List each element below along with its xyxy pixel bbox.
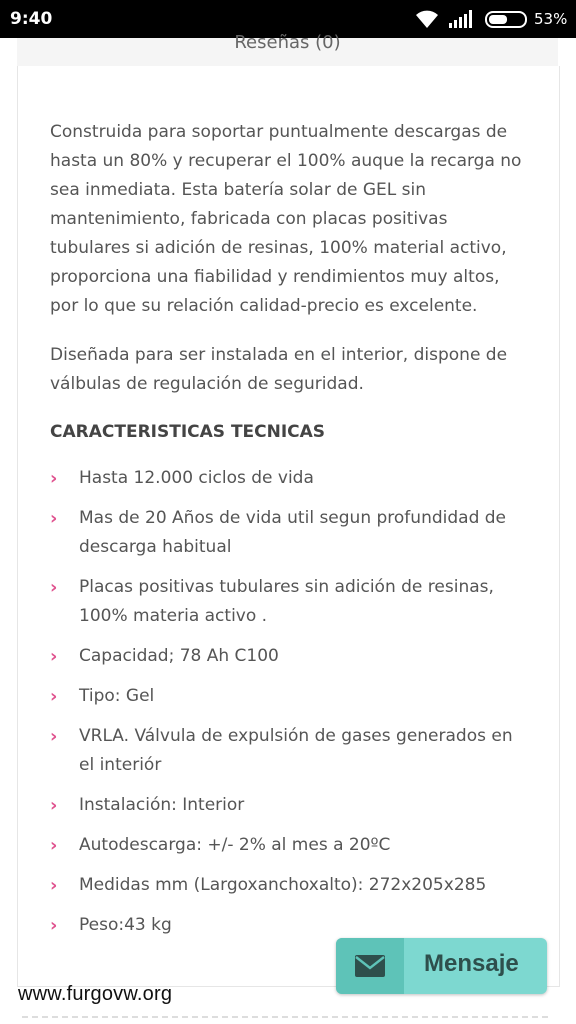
spec-item: [50, 911, 530, 940]
chevron-right-icon: ›: [50, 468, 58, 489]
message-button-icon-box[interactable]: [336, 938, 404, 994]
description-paragraph: Diseñada para ser instalada en el interior, dispone de válbulas de regulación de seguridad.: [50, 345, 508, 394]
spec-text: Capacidad; 78 Ah C100: [79, 646, 279, 666]
spec-text: Autodescarga: +/- 2% al mes a 20ºC: [79, 835, 391, 855]
spec-item: [50, 642, 530, 671]
spec-text: VRLA. Válvula de expulsión de gases generados en el interiór: [79, 726, 513, 775]
tab-reviews[interactable]: Reseñas (0): [234, 32, 341, 53]
description-paragraph: Construida para soportar puntualmente descargas de hasta un 80% y recuperar el 100% auque la recarga no sea inmediata. Esta batería solar de GEL sin mantenimiento, fabricada con placas positivas tubulares si adición de resinas, 100% material activo, proporciona una fiabilidad y rendimientos muy altos, por lo que su relación calidad-precio es excelente.: [50, 122, 522, 316]
spec-item: [50, 464, 530, 493]
chevron-right-icon: ›: [50, 686, 58, 707]
bottom-divider: [22, 1016, 552, 1018]
mail-icon: [354, 954, 386, 978]
specs-heading: CARACTERISTICAS TECNICAS: [50, 422, 326, 442]
wifi-icon: [415, 9, 439, 29]
spec-item: [50, 504, 530, 562]
spec-text: Tipo: Gel: [79, 686, 155, 706]
product-description: [50, 118, 530, 951]
chevron-right-icon: ›: [50, 875, 58, 896]
chevron-right-icon: ›: [50, 646, 58, 667]
chevron-right-icon: ›: [50, 795, 58, 816]
message-button[interactable]: [336, 938, 547, 994]
chevron-right-icon: ›: [50, 508, 58, 529]
chevron-right-icon: ›: [50, 835, 58, 856]
spec-text: Medidas mm (Largoxanchoxalto): 272x205x285: [79, 875, 487, 895]
battery-icon: [485, 11, 531, 28]
spec-item: [50, 573, 530, 631]
status-time: 9:40: [10, 9, 53, 29]
spec-list: [50, 464, 530, 940]
spec-item: [50, 722, 530, 780]
tab-strip: [17, 32, 558, 67]
spec-item: [50, 831, 530, 860]
spec-item: [50, 871, 530, 900]
spec-item: [50, 791, 530, 820]
signal-icon: [449, 10, 475, 28]
spec-text: Mas de 20 Años de vida util segun profundidad de descarga habitual: [79, 508, 507, 557]
spec-text: Hasta 12.000 ciclos de vida: [79, 468, 314, 488]
battery-percent: 53%: [534, 10, 568, 28]
spec-text: Peso:43 kg: [79, 915, 172, 935]
message-button-label[interactable]: Mensaje: [424, 950, 519, 977]
spec-item: [50, 682, 530, 711]
chevron-right-icon: ›: [50, 577, 58, 598]
chevron-right-icon: ›: [50, 726, 58, 747]
spec-text: Instalación: Interior: [79, 795, 245, 815]
chevron-right-icon: ›: [50, 915, 58, 936]
watermark: www.furgovw.org: [18, 983, 173, 1005]
spec-text: Placas positivas tubulares sin adición de resinas, 100% materia activo .: [79, 577, 494, 626]
